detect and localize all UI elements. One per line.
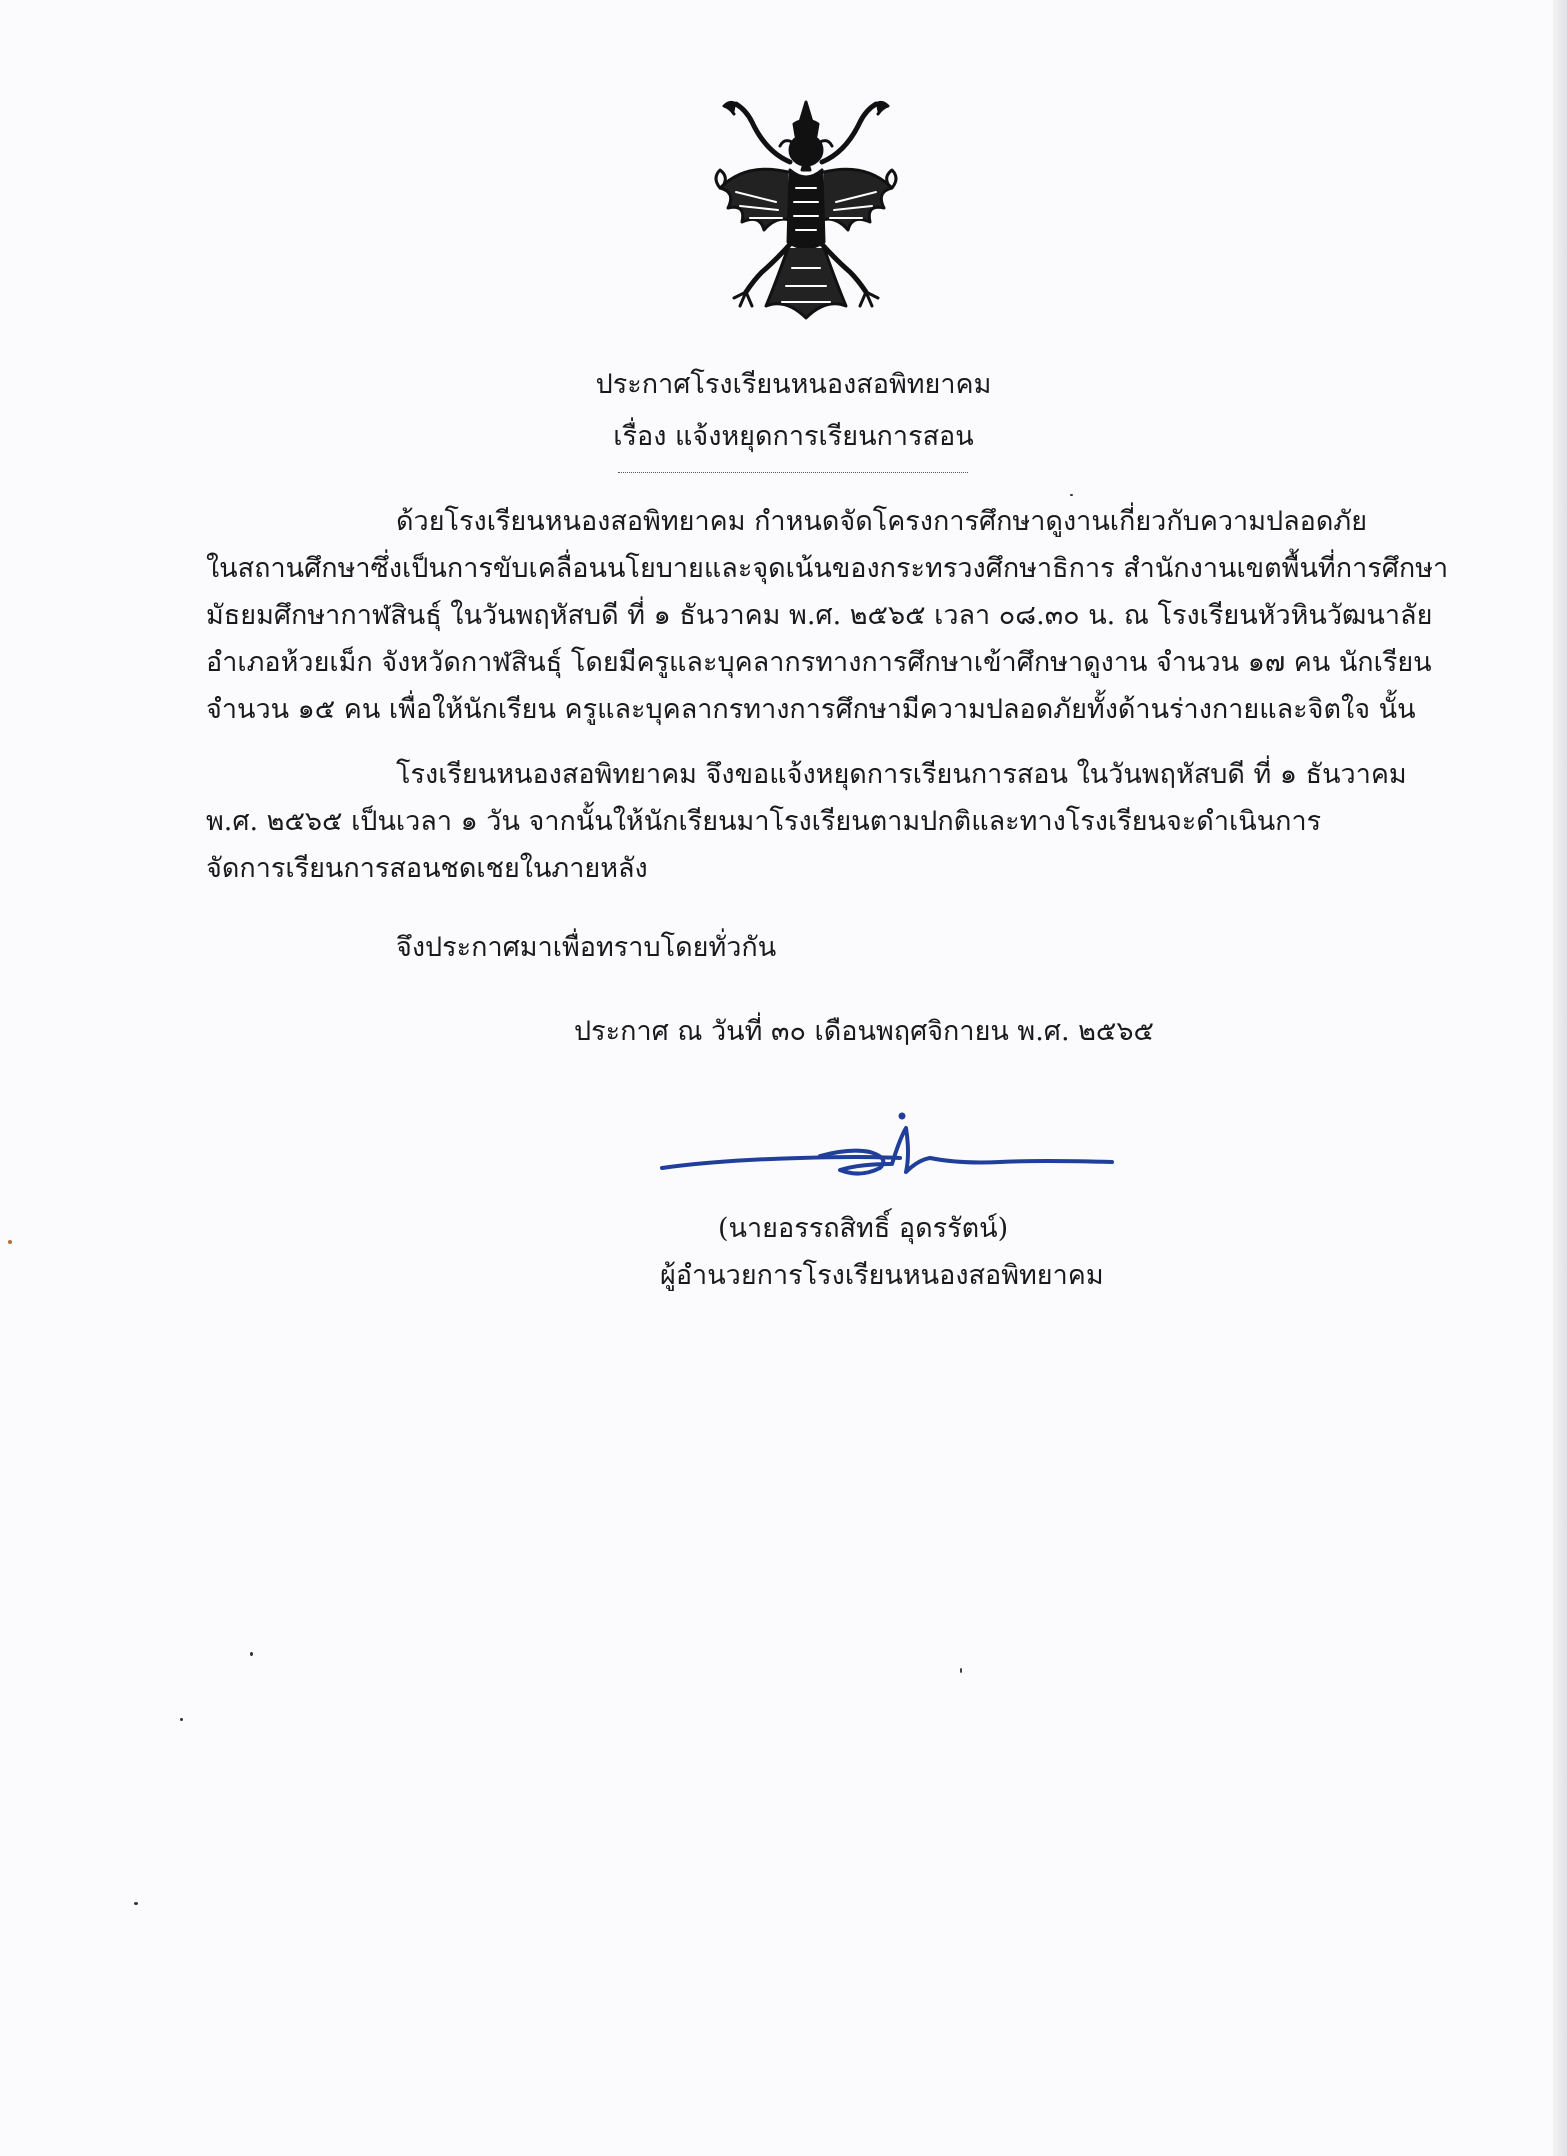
announcement-date: ประกาศ ณ วันที่ ๓๐ เดือนพฤศจิกายน พ.ศ. ๒๕๖๕ (574, 1016, 1154, 1047)
paragraph-2-line-2: พ.ศ. ๒๕๖๕ เป็นเวลา ๑ วัน จากนั้นให้นักเรียนมาโรงเรียนตามปกติและทางโรงเรียนจะดำเนินการ (206, 806, 1322, 837)
heading-divider (618, 472, 968, 473)
paragraph-1-line-2: ในสถานศึกษาซึ่งเป็นการขับเคลื่อนนโยบายและจุดเน้นของกระทรวงศึกษาธิการ สำนักงานเขตพื้นที่การศึกษา (206, 553, 1449, 584)
scan-edge-shadow (1553, 0, 1567, 2156)
signatory-name: (นายอรรถสิทธิ์ อุดรรัตน์) (718, 1213, 1009, 1244)
scan-speck (8, 1240, 12, 1244)
paragraph-1-line-1: ด้วยโรงเรียนหนองสอพิทยาคม กำหนดจัดโครงการศึกษาดูงานเกี่ยวกับความปลอดภัย (396, 506, 1368, 537)
signatory-position: ผู้อำนวยการโรงเรียนหนองสอพิทยาคม (660, 1260, 1104, 1291)
scan-speck (134, 1902, 138, 1905)
paragraph-1-line-3: มัธยมศึกษากาฬสินธุ์ ในวันพฤหัสบดี ที่ ๑ ธันวาคม พ.ศ. ๒๕๖๕ เวลา ๐๘.๓๐ น. ณ โรงเรียนหัวหินวัฒนาลัย (206, 600, 1433, 631)
paragraph-2-line-1: โรงเรียนหนองสอพิทยาคม จึงขอแจ้งหยุดการเรียนการสอน ในวันพฤหัสบดี ที่ ๑ ธันวาคม (396, 759, 1407, 790)
closing-line: จึงประกาศมาเพื่อทราบโดยทั่วกัน (396, 932, 777, 963)
paragraph-1-line-4: อำเภอห้วยเม็ก จังหวัดกาฬสินธุ์ โดยมีครูและบุคลากรทางการศึกษาเข้าศึกษาดูงาน จำนวน ๑๗ คน นักเรียน (206, 647, 1432, 678)
scan-speck (250, 1652, 253, 1656)
scan-speck (1070, 494, 1073, 496)
announcement-subject: เรื่อง แจ้งหยุดการเรียนการสอน (613, 421, 974, 452)
paragraph-1-line-5: จำนวน ๑๕ คน เพื่อให้นักเรียน ครูและบุคลากรทางการศึกษามีความปลอดภัยทั้งด้านร่างกายและจิตใจ นั้น (206, 694, 1416, 725)
paragraph-2-line-3: จัดการเรียนการสอนชดเชยในภายหลัง (206, 853, 648, 884)
garuda-emblem-icon (706, 92, 906, 332)
announcement-title: ประกาศโรงเรียนหนองสอพิทยาคม (595, 369, 992, 400)
scan-speck (180, 1718, 183, 1721)
signature-mark (660, 1098, 1120, 1198)
scan-speck (960, 1668, 962, 1673)
